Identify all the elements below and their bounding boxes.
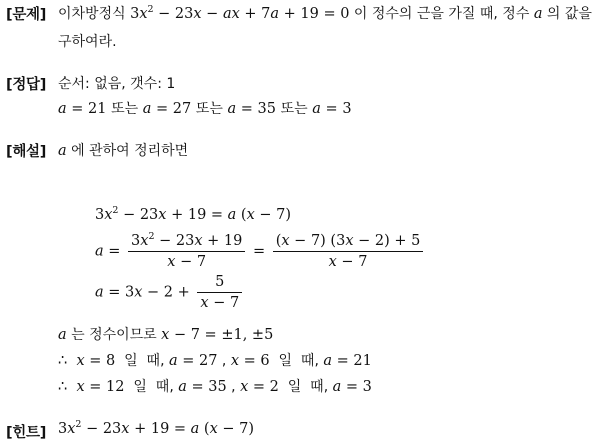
fraction-1: $\frac{3x^2 - 23x + 19}{x - 7}$ [128,233,245,270]
solution-equation-3: a = 3x − 2 + $\frac{5}{x - 7}$ [95,274,245,311]
solution-case-1: ∴ x = 8 일 때, a = 27 , x = 6 일 때, a = 21 [58,353,372,369]
answer-line-2: a = 21 또는 a = 27 또는 a = 35 또는 a = 3 [58,101,352,117]
fraction-3: $\frac{5}{x - 7}$ [197,274,242,311]
integer-condition-variable: a [58,327,67,343]
problem-variable: a [533,6,543,22]
solution-equation-1: $3x^2 - 23x + 19 = a$ (x − 7) [95,205,292,223]
solution-equation-2: a = $\frac{3x^2 - 23x + 19}{x - 7}$ = $\frac{(x - 7) (3x - 2) + 5}{x - 7}$ [95,233,426,270]
problem-equation: $3x^2 - 23x$ − ax + 7a + 19 = 0 [130,4,350,22]
solution-integer-condition [58,324,273,344]
solution-intro [58,140,188,160]
fraction-2: $\frac{(x - 7) (3x - 2) + 5}{x - 7}$ [273,233,424,270]
solution-label: [해설] [6,144,47,160]
integer-condition-equation: x − 7 = ±1, ±5 [161,327,274,343]
problem-text-post: 의 값을 [546,6,592,22]
hint-label: [힌트] [6,425,47,441]
problem-label: [문제] [6,7,47,23]
answer-line-1: 순서: 없음, 갯수: 1 [58,76,176,92]
problem-text-pre: 이차방정식 [58,6,126,22]
problem-text-mid: 이 정수의 근을 가질 때, 정수 [353,6,530,22]
solution-case-2: ∴ x = 12 일 때, a = 35 , x = 2 일 때, a = 3 [58,379,372,395]
hint-equation: $3x^2 - 23x + 19 = a$ (x − 7) [58,419,255,437]
integer-condition-text: 는 정수이므로 [71,327,157,343]
problem-line-1 [58,3,592,23]
problem-line-2: 구하여라. [58,34,117,50]
solution-intro-variable: a [58,143,67,159]
solution-intro-text: 에 관하여 정리하면 [71,143,189,159]
answer-label: [정답] [6,77,47,93]
